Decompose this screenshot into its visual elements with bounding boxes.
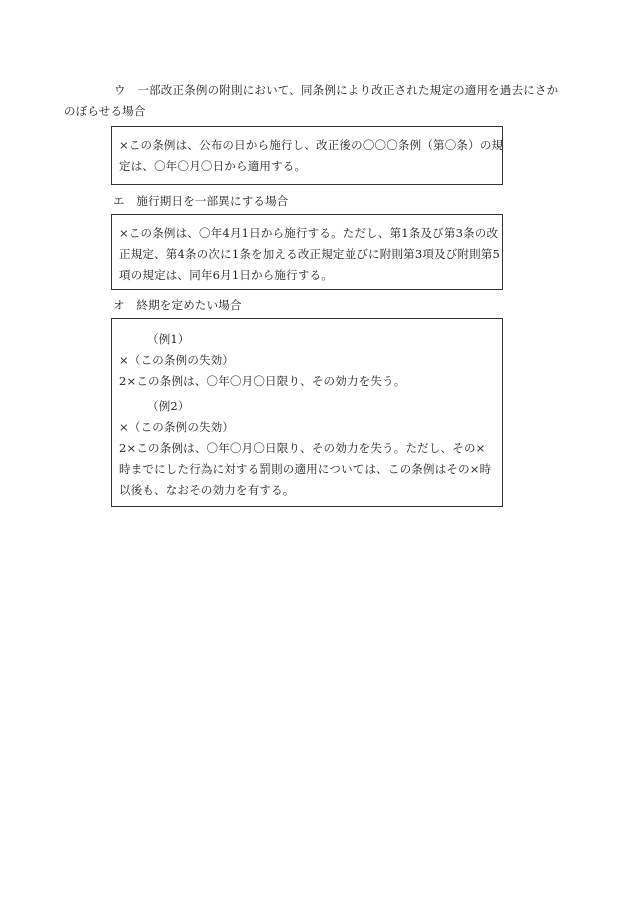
section-o-example-box <box>111 318 503 507</box>
box-line: 2×この条例は、〇年〇月〇日限り、その効力を失う。 <box>119 374 406 388</box>
section-o-heading: オ 終期を定めたい場合 <box>113 298 242 312</box>
box-line: ×（この条例の失効） <box>119 420 235 434</box>
section-e-example-box <box>111 214 503 290</box>
example-1-label: （例1） <box>147 332 190 346</box>
section-e-heading: エ 施行期日を一部異にする場合 <box>113 194 289 208</box>
box-line: 定は、〇年〇月〇日から適用する。 <box>119 159 307 173</box>
box-line: ×この条例は、〇年4月1日から施行する。ただし、第1条及び第3条の改 <box>119 226 499 240</box>
box-line: 以後も、なおその効力を有する。 <box>119 483 295 497</box>
box-line: 時までにした行為に対する罰則の適用については、この条例はその×時 <box>119 462 492 476</box>
box-line: ×（この条例の失効） <box>119 353 235 367</box>
box-line: 項の規定は、同年6月1日から施行する。 <box>119 268 333 282</box>
section-u-example-box <box>111 126 503 185</box>
box-line: 2×この条例は、〇年〇月〇日限り、その効力を失う。ただし、その× <box>119 441 486 455</box>
example-2-label: （例2） <box>147 399 190 413</box>
box-line: 正規定、第4条の次に1条を加える改正規定並びに附則第3項及び附則第5 <box>119 247 501 261</box>
box-line: ×この条例は、公布の日から施行し、改正後の〇〇〇条例（第〇条）の規 <box>119 138 504 152</box>
section-u-paragraph: ウ 一部改正条例の附則において、同条例により改正された規定の適用を過去にさかのぼらせる場合 <box>64 83 559 118</box>
